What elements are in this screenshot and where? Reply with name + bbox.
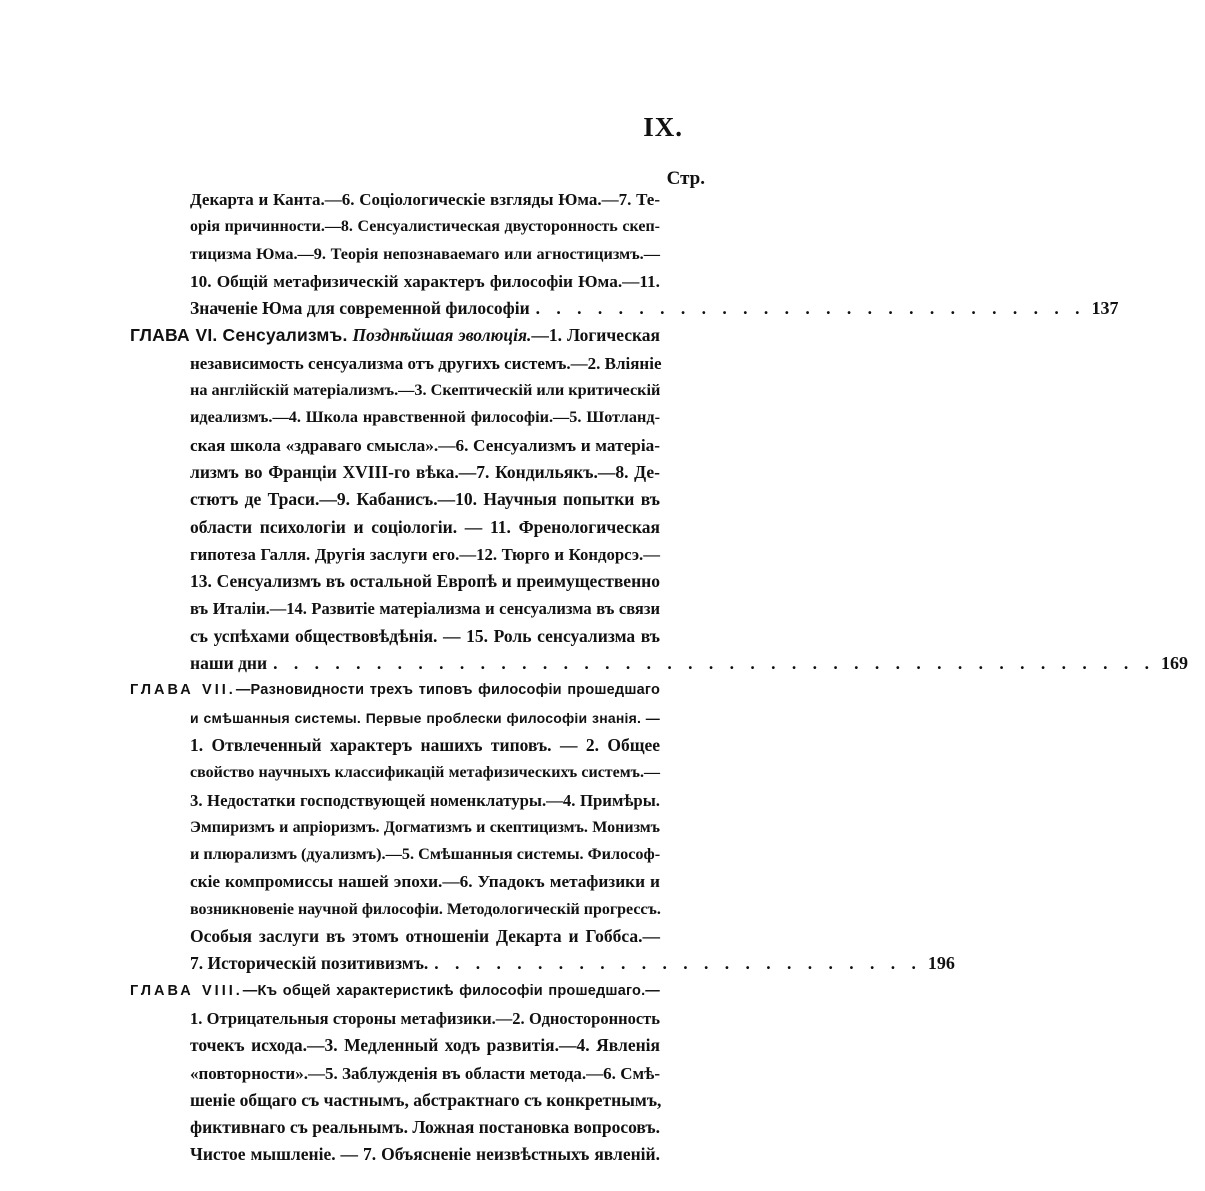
chapter-title: —Разновидности трехъ типовъ философіи прошедшаго [235,682,660,699]
dot-leader: . . . . . . . . . . . . . . . . . . . . . . . . . . . [535,298,1086,319]
toc-line: 3. Недостатки господствующей номенклатуры.—4. Примѣры. [190,790,660,810]
toc-line: 13. Сенсуализмъ въ остальной Европѣ и преимущественно [190,571,660,592]
chapter-heading-line [130,978,710,1005]
toc-line: возникновеніе научной философіи. Методологическій прогрессъ. [190,900,661,918]
toc-line: въ Италіи.—14. Развитіе матеріализма и сенсуализма въ связи [190,599,660,619]
toc-line: 10. Общій метафизическій характеръ философіи Юма.—11. [190,271,660,291]
toc-line: стютъ де Траси.—9. Кабанисъ.—10. Научныя попытки въ [190,489,660,510]
toc-line: орія причинности.—8. Сенсуалистическая двусторонность скеп- [190,218,660,236]
toc-entry-chapter-7 [130,677,955,977]
chapter-heading-line [130,677,710,704]
toc-line: Декарта и Канта.—6. Соціологическіе взгляды Юма.—7. Те- [190,190,660,209]
toc-line-text: Значеніе Юма для современной философіи [190,298,530,319]
dot-leader: . . . . . . . . . . . . . . . . . . . . . . . . [434,953,922,974]
chapter-label: ГЛАВА VIII. [130,982,243,999]
toc-entry-continuation [130,186,1119,322]
toc-line-with-page [130,650,1188,677]
toc-line: 1. Отвлеченный характеръ нашихъ типовъ. — 2. Общее [190,734,660,755]
chapter-label: ГЛАВА VI. [130,325,218,346]
dot-leader: . . . . . . . . . . . . . . . . . . . . . . . . . . . . . . . . . . . . . . . . . . . [273,653,1155,674]
toc-line: Особыя заслуги въ этомъ отношеніи Декарта и Гоббса.— [190,926,660,947]
toc-line: идеализмъ.—4. Школа нравственной философіи.—5. Шотланд- [190,408,660,427]
toc-line: независимость сенсуализма отъ другихъ системъ.—2. Вліяніе [190,353,662,373]
page-number: IX. [643,112,683,142]
toc-line: и плюрализмъ (дуализмъ).—5. Смѣшанныя системы. Философ- [190,845,661,864]
toc-entry-chapter-8 [130,978,710,1169]
toc-line: свойство научныхъ классификацій метафизическихъ системъ.— [190,764,660,782]
toc-line: 1. Отрицательныя стороны метафизики.—2. Односторонность [190,1008,660,1028]
toc-line: Эмпиризмъ и апріоризмъ. Догматизмъ и скептицизмъ. Монизмъ [190,818,660,836]
toc-line: съ успѣхами обществовѣдѣнія. — 15. Роль сенсуализма въ [190,625,660,646]
page-reference: 169 [1160,653,1188,674]
chapter-label: ГЛАВА VII. [130,682,236,699]
chapter-title-continuation: и смѣшанныя системы. Первые проблески философіи знанія. — [190,709,660,726]
toc-line: на англійскій матеріализмъ.—3. Скептическій или критическій [190,381,661,400]
toc-line: скіе компромиссы нашей эпохи.—6. Упадокъ метафизики и [190,872,660,892]
chapter-heading-line [130,322,710,349]
toc-line: области психологіи и соціологіи. — 11. Френологическая [190,516,660,537]
toc-line: точекъ исхода.—3. Медленный ходъ развитія.—4. Явленія [190,1035,660,1056]
table-of-contents [130,186,1188,1169]
chapter-subtitle: Позднѣйшая эволюція. [352,325,532,346]
toc-line: гипотеза Галля. Другія заслуги его.—12. Тюрго и Кондорсэ.— [190,544,660,564]
chapter-title: Сенсуализмъ. [222,325,348,346]
toc-line: шеніе общаго съ частнымъ, абстрактнаго съ конкретнымъ, [190,1089,662,1110]
toc-entry-chapter-6 [130,322,1188,677]
toc-line: лизмъ во Франціи XVIII-го вѣка.—7. Кондильякъ.—8. Де- [190,461,660,482]
toc-line-text: 7. Историческій позитивизмъ. [190,953,429,974]
toc-line: «повторности».—5. Заблужденія въ области метода.—6. Смѣ- [190,1063,660,1083]
chapter-title: —Къ общей характеристикѣ философіи прошедшаго.— [242,982,660,999]
page-reference: 196 [927,953,955,974]
page-reference: 137 [1091,298,1119,319]
toc-line: тицизма Юма.—9. Теорія непознаваемаго или агностицизмъ.— [190,244,660,263]
toc-line: фиктивнаго съ реальнымъ. Ложная постановка вопросовъ. [190,1117,660,1138]
toc-line: ская школа «здраваго смысла».—6. Сенсуализмъ и матеріа- [190,435,660,455]
toc-line-text: наши дни [190,653,268,674]
toc-line: Чистое мышленіе. — 7. Объясненіе неизвѣстныхъ явленій. [190,1144,660,1165]
toc-line-text: —1. Логическая [531,325,661,346]
pages-column-label: Стр. [666,168,705,189]
toc-line-with-page [130,950,955,977]
toc-line-with-page [130,295,1119,322]
